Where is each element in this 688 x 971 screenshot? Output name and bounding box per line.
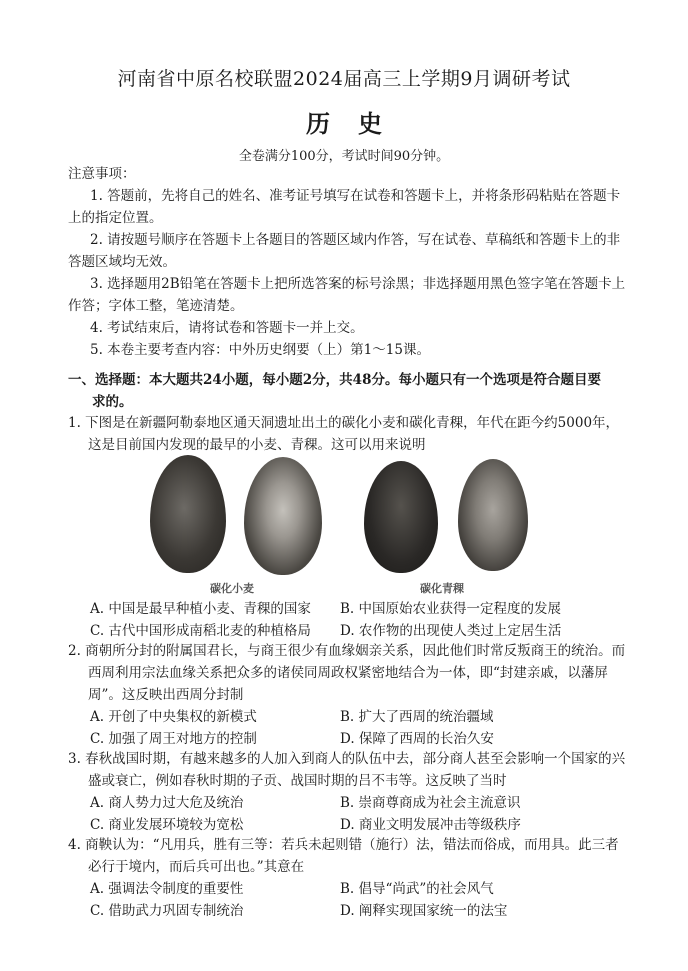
grain-figure bbox=[150, 455, 540, 600]
question-stem: 3. 春秋战国时期，有越来越多的人加入到商人的队伍中去，部分商人甚至会影响一个国家的兴盛或衰亡，例如春秋时期的子贡、战国时期的吕不韦等。这反映了当时 bbox=[68, 751, 626, 789]
option-c: C. 加强了周王对地方的控制 bbox=[90, 731, 257, 747]
wheat-caption: 碳化小麦 bbox=[210, 582, 254, 595]
option-c: C. 借助武力巩固专制统治 bbox=[90, 903, 244, 919]
option-a: A. 中国是最早种植小麦、青稞的国家 bbox=[90, 601, 311, 617]
question-2 bbox=[68, 640, 628, 750]
note-item: 4. 考试结束后，请将试卷和答题卡一并上交。 bbox=[90, 320, 364, 336]
subject-title: 历史 bbox=[306, 109, 410, 138]
option-b: B. 中国原始农业获得一定程度的发展 bbox=[340, 601, 562, 617]
option-a: A. 开创了中央集权的新模式 bbox=[90, 709, 257, 725]
question-4 bbox=[68, 834, 628, 922]
note-item: 2. 请按题号顺序在答题卡上各题目的答题区域内作答，写在试卷、草稿纸和答题卡上的非答题区域均无效。 bbox=[68, 232, 621, 270]
option-d: D. 保障了西周的长治久安 bbox=[340, 731, 494, 747]
option-d: D. 商业文明发展冲击等级秩序 bbox=[340, 817, 521, 833]
question-stem: 2. 商朝所分封的附属国君长，与商王很少有血缘姻亲关系，因此他们时常反叛商王的统治。而西周利用宗法血缘关系把众多的诸侯同周政权紧密地结合为一体，即“封建亲戚，以藩屏周”。这反映出西周分封制 bbox=[68, 643, 626, 703]
option-b: B. 崇商尊商成为社会主流意识 bbox=[340, 795, 521, 811]
option-d: D. 阐释实现国家统一的法宝 bbox=[340, 903, 508, 919]
wheat-grain-image bbox=[150, 455, 226, 573]
exam-meta: 全卷满分100分，考试时间90分钟。 bbox=[238, 149, 450, 164]
question-1 bbox=[68, 412, 628, 456]
option-b: B. 扩大了西周的统治疆域 bbox=[340, 709, 494, 725]
option-a: A. 商人势力过大危及统治 bbox=[90, 795, 244, 811]
question-stem: 1. 下图是在新疆阿勒泰地区通天洞遗址出土的碳化小麦和碳化青稞，年代在距今约5000年，这是目前国内发现的最早的小麦、青稞。这可以用来说明 bbox=[68, 415, 620, 453]
question-3 bbox=[68, 748, 628, 836]
option-a: A. 强调法令制度的重要性 bbox=[90, 881, 244, 897]
option-d: D. 农作物的出现使人类过上定居生活 bbox=[340, 623, 562, 639]
option-c: C. 古代中国形成南稻北麦的种植格局 bbox=[90, 623, 311, 639]
notes-block bbox=[68, 163, 628, 361]
barley-caption: 碳化青稞 bbox=[420, 582, 464, 595]
note-item: 1. 答题前，先将自己的姓名、准考证号填写在试卷和答题卡上，并将条形码粘贴在答题卡上的指定位置。 bbox=[68, 188, 621, 226]
question-stem: 4. 商鞅认为：“凡用兵，胜有三等：若兵未起则错（施行）法，错法而俗成，而用具。此三者必行于境内，而后兵可出也。”其意在 bbox=[68, 837, 619, 875]
note-item: 3. 选择题用2B铅笔在答题卡上把所选答案的标号涂黑；非选择题用黑色签字笔在答题卡上作答；字体工整，笔迹清楚。 bbox=[68, 276, 626, 314]
section-heading-line1: 一、选择题：本大题共24小题，每小题2分，共48分。每小题只有一个选项是符合题目要 bbox=[68, 372, 601, 388]
wheat-grain-image bbox=[244, 457, 322, 575]
barley-grain-image bbox=[458, 459, 528, 571]
notes-heading: 注意事项： bbox=[68, 166, 136, 182]
exam-title: 河南省中原名校联盟2024届高三上学期9月调研考试 bbox=[117, 68, 571, 90]
option-b: B. 倡导“尚武”的社会风气 bbox=[340, 881, 494, 897]
question-1-options bbox=[68, 598, 628, 642]
section-heading bbox=[68, 369, 628, 413]
option-c: C. 商业发展环境较为宽松 bbox=[90, 817, 244, 833]
barley-grain-image bbox=[364, 461, 438, 573]
note-item: 5. 本卷主要考查内容：中外历史纲要（上）第1～15课。 bbox=[90, 342, 430, 358]
section-heading-line2: 求的。 bbox=[92, 394, 133, 410]
